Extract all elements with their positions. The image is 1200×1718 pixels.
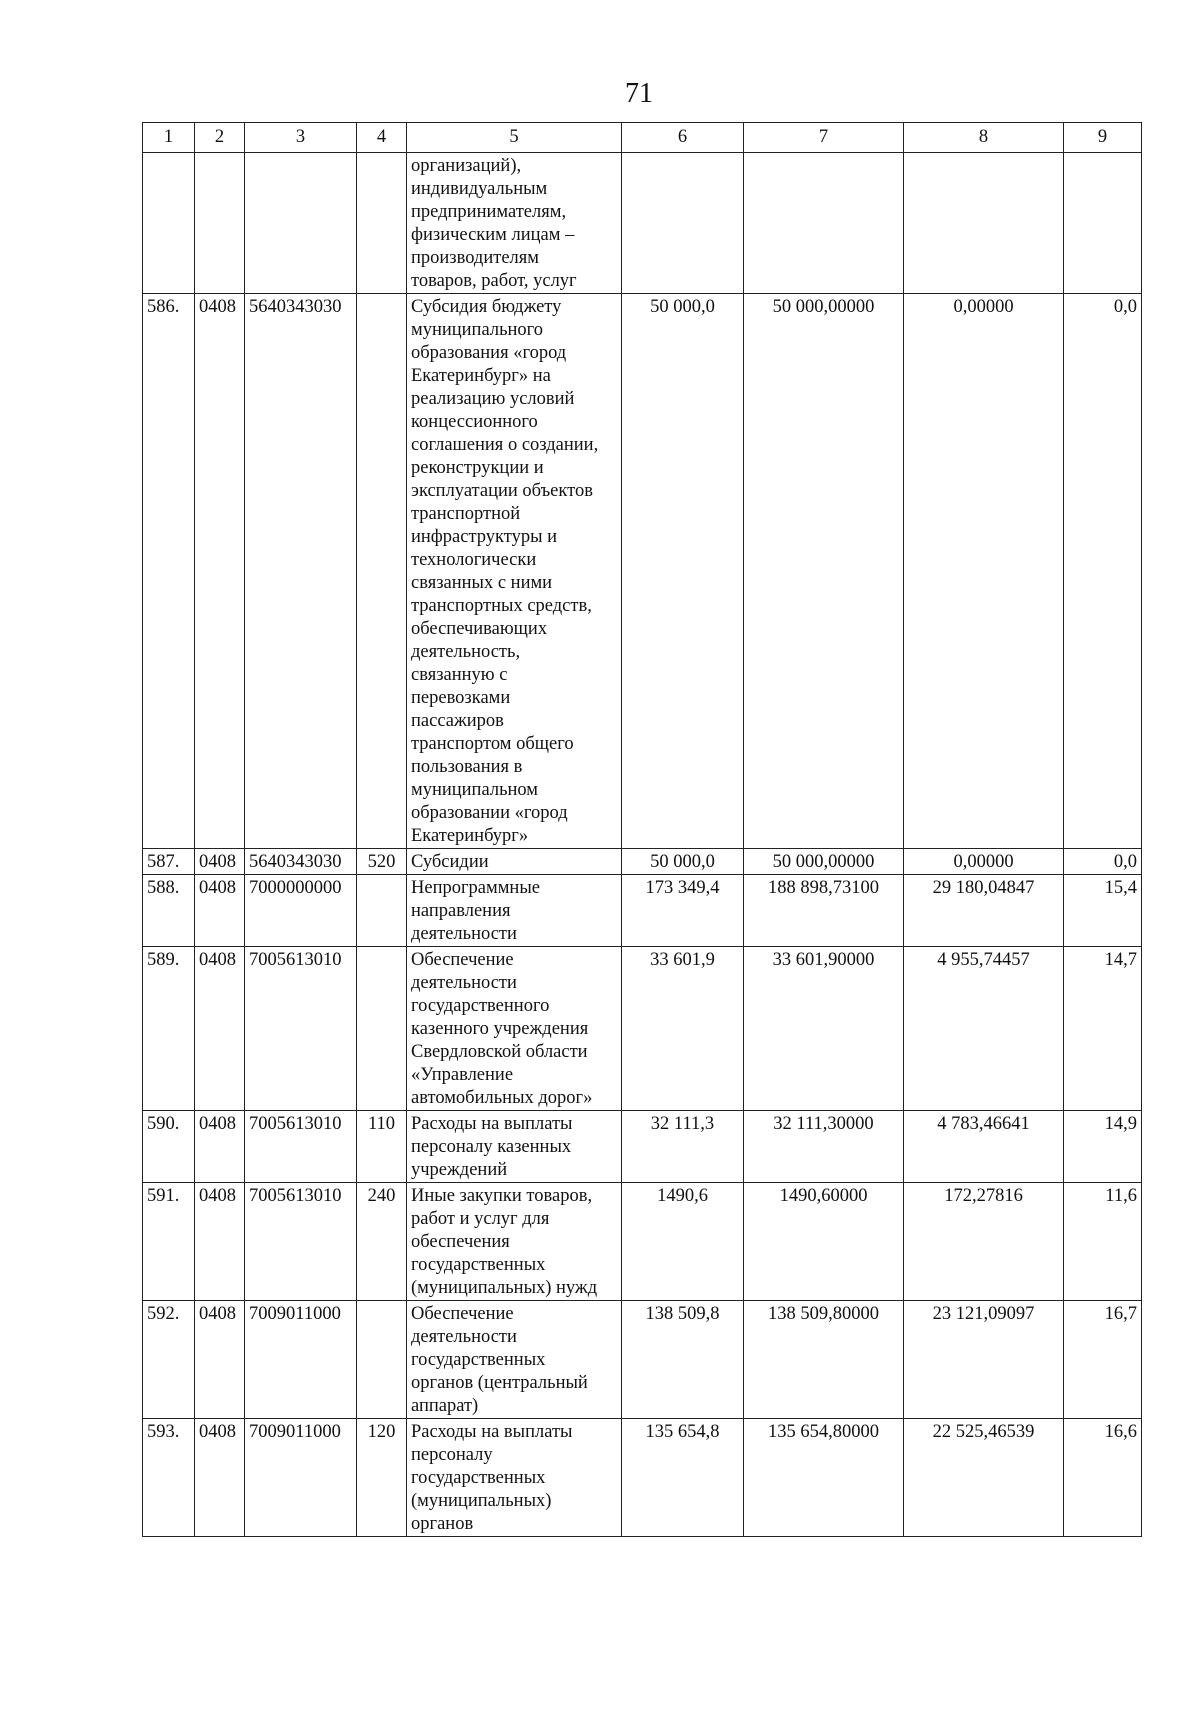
table-row <box>143 849 1142 875</box>
item-name-line: организаций), <box>411 156 522 176</box>
expense-type <box>357 1301 407 1419</box>
item-name-line: Субсидия бюджету <box>411 297 562 317</box>
item-name-line: технологически <box>411 550 537 570</box>
expense-type <box>357 153 407 294</box>
header-col-7: 7 <box>744 123 904 153</box>
row-number: 591. <box>143 1183 195 1301</box>
item-name <box>407 849 622 875</box>
row-number: 590. <box>143 1111 195 1183</box>
item-name-line: инфраструктуры и <box>411 527 558 547</box>
item-name-line: Расходы на выплаты <box>411 1422 573 1442</box>
item-name-line: органов <box>411 1514 474 1534</box>
budget-amount: 188 898,73100 <box>744 875 904 947</box>
item-name <box>407 947 622 1111</box>
item-name-line: связанных с ними <box>411 573 553 593</box>
header-col-2: 2 <box>195 123 245 153</box>
approved-amount: 138 509,8 <box>622 1301 744 1419</box>
header-col-9: 9 <box>1064 123 1142 153</box>
item-name-line: индивидуальным <box>411 179 548 199</box>
section-code: 0408 <box>195 947 245 1111</box>
budget-amount: 1490,60000 <box>744 1183 904 1301</box>
item-name-line: работ и услуг для <box>411 1209 550 1229</box>
item-name-line: образования «город <box>411 343 567 363</box>
item-name-line: Расходы на выплаты <box>411 1114 573 1134</box>
item-name-line: автомобильных дорог» <box>411 1088 593 1108</box>
item-name <box>407 1111 622 1183</box>
item-name-line: транспортной <box>411 504 521 524</box>
execution-percent <box>1064 153 1142 294</box>
table-row <box>143 947 1142 1111</box>
table-row <box>143 1183 1142 1301</box>
target-code: 5640343030 <box>245 849 357 875</box>
executed-amount: 4 783,46641 <box>904 1111 1064 1183</box>
target-code: 5640343030 <box>245 294 357 849</box>
item-name-line: образовании «город <box>411 803 568 823</box>
page-number: 71 <box>625 78 653 109</box>
target-code: 7005613010 <box>245 1183 357 1301</box>
row-number: 587. <box>143 849 195 875</box>
row-number: 588. <box>143 875 195 947</box>
execution-percent: 0,0 <box>1064 294 1142 849</box>
target-code: 7005613010 <box>245 1111 357 1183</box>
item-name-line: муниципальном <box>411 780 539 800</box>
table-body <box>143 153 1142 1537</box>
item-name-line: обеспечивающих <box>411 619 548 639</box>
expense-type <box>357 875 407 947</box>
item-name-line: государственного <box>411 996 550 1016</box>
item-name-line: пользования в <box>411 757 523 777</box>
item-name-line: Иные закупки товаров, <box>411 1186 593 1206</box>
table-row <box>143 294 1142 849</box>
row-number: 593. <box>143 1419 195 1537</box>
item-name-line: учреждений <box>411 1160 508 1180</box>
table-row <box>143 1301 1142 1419</box>
section-code <box>195 153 245 294</box>
item-name-line: деятельность, <box>411 642 521 662</box>
row-number <box>143 153 195 294</box>
section-code: 0408 <box>195 1111 245 1183</box>
section-code: 0408 <box>195 1419 245 1537</box>
executed-amount: 29 180,04847 <box>904 875 1064 947</box>
item-name-line: связанную с <box>411 665 508 685</box>
table-row <box>143 1419 1142 1537</box>
row-number: 589. <box>143 947 195 1111</box>
approved-amount: 135 654,8 <box>622 1419 744 1537</box>
target-code <box>245 153 357 294</box>
section-code: 0408 <box>195 294 245 849</box>
approved-amount: 50 000,0 <box>622 849 744 875</box>
budget-amount: 138 509,80000 <box>744 1301 904 1419</box>
item-name-line: (муниципальных) нужд <box>411 1278 598 1298</box>
approved-amount: 173 349,4 <box>622 875 744 947</box>
item-name-line: реализацию условий <box>411 389 575 409</box>
item-name-line: государственных <box>411 1350 546 1370</box>
section-code: 0408 <box>195 1183 245 1301</box>
header-row <box>143 123 1142 153</box>
item-name-line: муниципального <box>411 320 544 340</box>
item-name <box>407 294 622 849</box>
item-name-line: персоналу <box>411 1445 493 1465</box>
item-name-line: товаров, работ, услуг <box>411 271 577 291</box>
execution-percent: 16,6 <box>1064 1419 1142 1537</box>
executed-amount: 172,27816 <box>904 1183 1064 1301</box>
approved-amount: 1490,6 <box>622 1183 744 1301</box>
item-name-line: казенного учреждения <box>411 1019 589 1039</box>
budget-table <box>142 122 1142 1537</box>
item-name <box>407 1301 622 1419</box>
item-name <box>407 875 622 947</box>
target-code: 7005613010 <box>245 947 357 1111</box>
item-name-line: персоналу казенных <box>411 1137 572 1157</box>
item-name-line: концессионного <box>411 412 538 432</box>
item-name <box>407 153 622 294</box>
item-name-line: Обеспечение <box>411 1304 514 1324</box>
item-name-line: пассажиров <box>411 711 504 731</box>
target-code: 7000000000 <box>245 875 357 947</box>
item-name-line: соглашения о создании, <box>411 435 599 455</box>
expense-type <box>357 294 407 849</box>
item-name-line: обеспечения <box>411 1232 510 1252</box>
table-row <box>143 875 1142 947</box>
target-code: 7009011000 <box>245 1301 357 1419</box>
header-col-8: 8 <box>904 123 1064 153</box>
executed-amount: 0,00000 <box>904 849 1064 875</box>
execution-percent: 16,7 <box>1064 1301 1142 1419</box>
executed-amount: 4 955,74457 <box>904 947 1064 1111</box>
executed-amount: 22 525,46539 <box>904 1419 1064 1537</box>
item-name-line: перевозками <box>411 688 511 708</box>
item-name <box>407 1183 622 1301</box>
table-row <box>143 153 1142 294</box>
expense-type: 240 <box>357 1183 407 1301</box>
executed-amount: 23 121,09097 <box>904 1301 1064 1419</box>
expense-type: 120 <box>357 1419 407 1537</box>
header-col-4: 4 <box>357 123 407 153</box>
header-col-5: 5 <box>407 123 622 153</box>
item-name-line: деятельности <box>411 973 517 993</box>
executed-amount <box>904 153 1064 294</box>
item-name-line: «Управление <box>411 1065 514 1085</box>
execution-percent: 0,0 <box>1064 849 1142 875</box>
header-col-3: 3 <box>245 123 357 153</box>
section-code: 0408 <box>195 1301 245 1419</box>
header-col-1: 1 <box>143 123 195 153</box>
item-name-line: эксплуатации объектов <box>411 481 593 501</box>
item-name-line: деятельности <box>411 924 517 944</box>
executed-amount: 0,00000 <box>904 294 1064 849</box>
approved-amount <box>622 153 744 294</box>
item-name-line: деятельности <box>411 1327 517 1347</box>
execution-percent: 14,7 <box>1064 947 1142 1111</box>
item-name-line: производителям <box>411 248 539 268</box>
approved-amount: 32 111,3 <box>622 1111 744 1183</box>
expense-type: 520 <box>357 849 407 875</box>
row-number: 592. <box>143 1301 195 1419</box>
item-name-line: аппарат) <box>411 1396 479 1416</box>
budget-amount: 32 111,30000 <box>744 1111 904 1183</box>
item-name-line: транспортных средств, <box>411 596 592 616</box>
item-name-line: Свердловской области <box>411 1042 588 1062</box>
approved-amount: 33 601,9 <box>622 947 744 1111</box>
item-name-line: реконструкции и <box>411 458 544 478</box>
item-name-line: физическим лицам – <box>411 225 575 245</box>
item-name-line: государственных <box>411 1255 546 1275</box>
expense-type <box>357 947 407 1111</box>
item-name-line: предпринимателям, <box>411 202 567 222</box>
execution-percent: 14,9 <box>1064 1111 1142 1183</box>
execution-percent: 15,4 <box>1064 875 1142 947</box>
budget-amount: 135 654,80000 <box>744 1419 904 1537</box>
budget-amount: 50 000,00000 <box>744 294 904 849</box>
item-name-line: (муниципальных) <box>411 1491 552 1511</box>
budget-amount: 33 601,90000 <box>744 947 904 1111</box>
budget-amount <box>744 153 904 294</box>
item-name-line: Екатеринбург» на <box>411 366 551 386</box>
item-name-line: Екатеринбург» <box>411 826 529 846</box>
item-name <box>407 1419 622 1537</box>
approved-amount: 50 000,0 <box>622 294 744 849</box>
budget-amount: 50 000,00000 <box>744 849 904 875</box>
section-code: 0408 <box>195 849 245 875</box>
item-name-line: Непрограммные <box>411 878 540 898</box>
table-row <box>143 1111 1142 1183</box>
section-code: 0408 <box>195 875 245 947</box>
item-name-line: транспортом общего <box>411 734 574 754</box>
item-name-line: направления <box>411 901 511 921</box>
item-name-line: Обеспечение <box>411 950 514 970</box>
item-name-line: органов (центральный <box>411 1373 588 1393</box>
item-name-line: Субсидии <box>411 852 489 872</box>
expense-type: 110 <box>357 1111 407 1183</box>
target-code: 7009011000 <box>245 1419 357 1537</box>
header-col-6: 6 <box>622 123 744 153</box>
row-number: 586. <box>143 294 195 849</box>
item-name-line: государственных <box>411 1468 546 1488</box>
execution-percent: 11,6 <box>1064 1183 1142 1301</box>
